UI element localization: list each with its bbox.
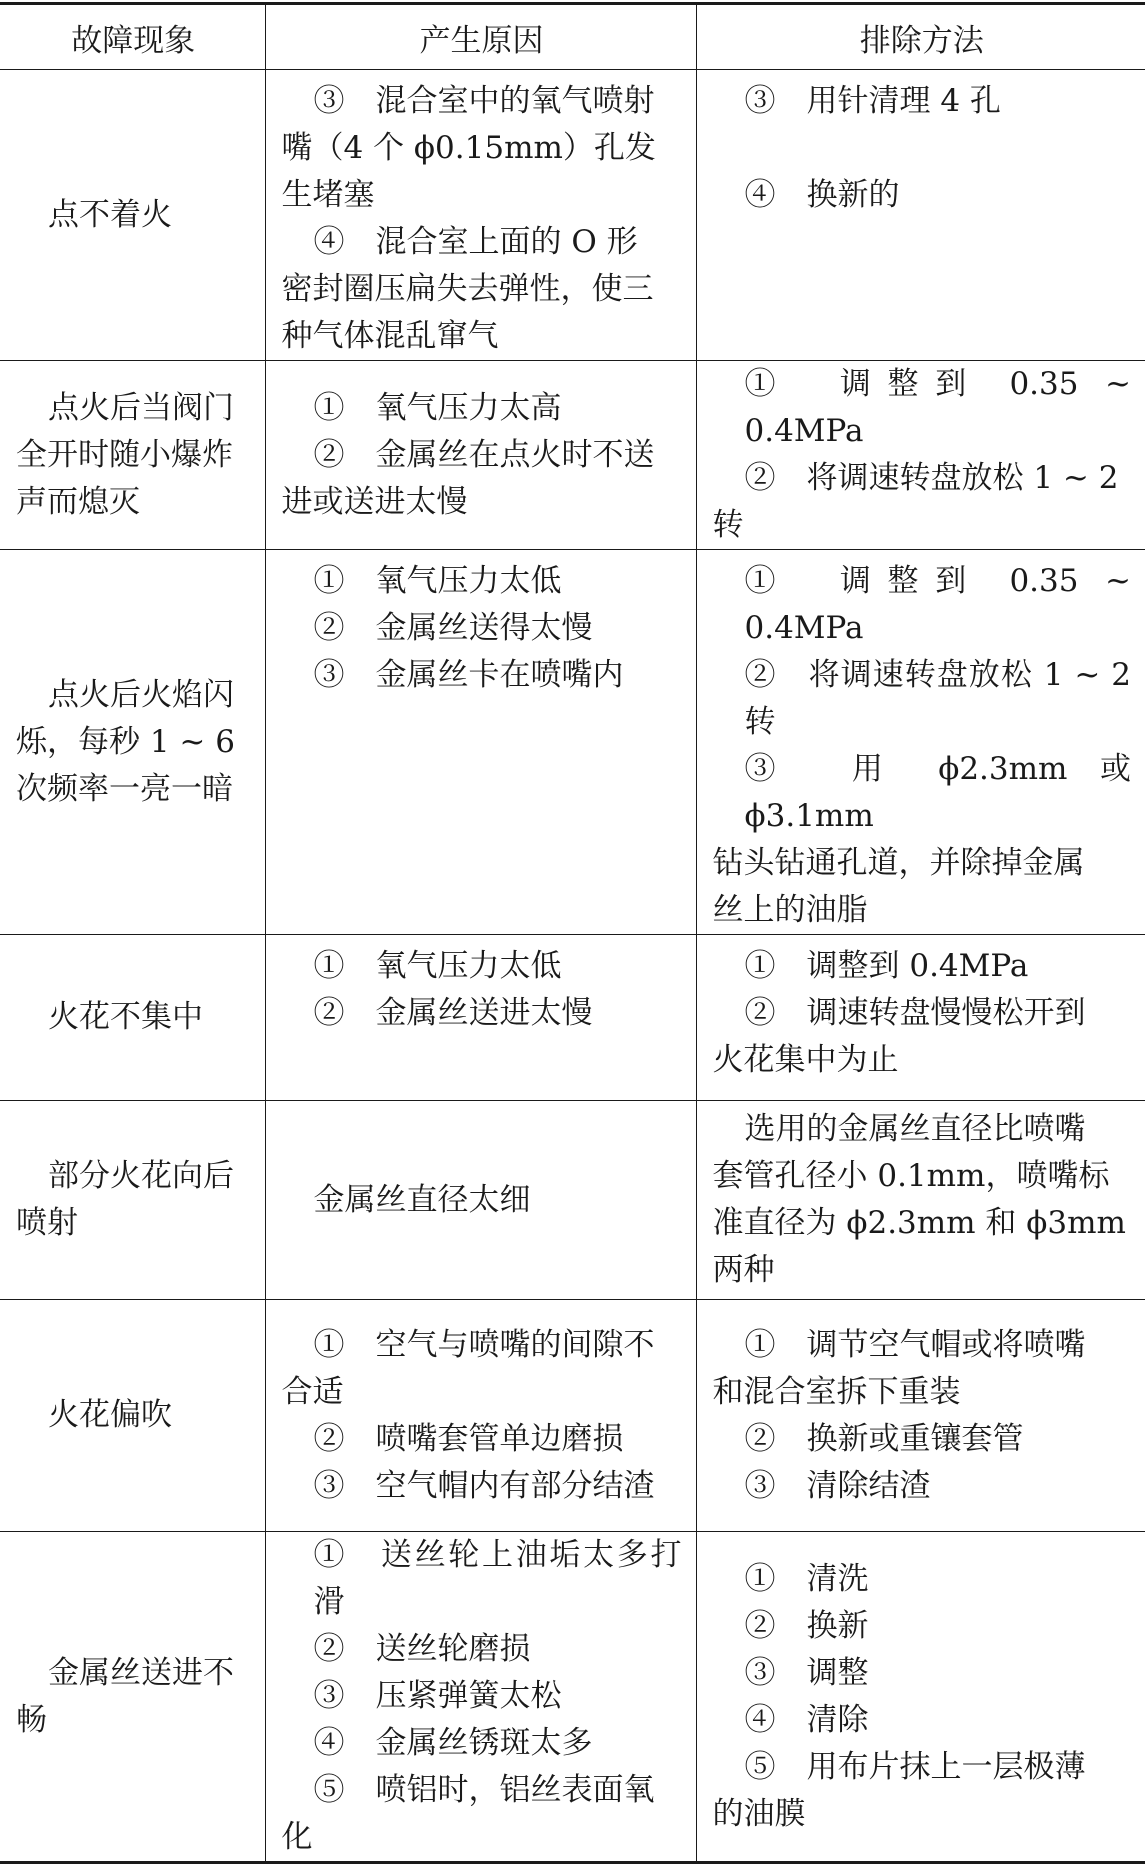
remedy-line: ③ 用 ϕ2.3mm 或 ϕ3.1mm (744, 751, 1131, 834)
remedy-line: 和混合室拆下重装 (712, 1373, 961, 1410)
remedy-line: 丝上的油脂 (712, 892, 868, 928)
remedy-line: ② 将调速转盘放松 1 ~ 2 转 (744, 657, 1131, 740)
cause-cell (265, 70, 696, 361)
remedy-cell (696, 70, 1145, 361)
remedy-line: ① 调整到 0.35 ~ 0.4MPa (744, 366, 1131, 449)
cause-line: ② 喷嘴套管单边磨损 (313, 1420, 624, 1457)
symptom-cell (0, 1532, 265, 1863)
symptom-line: 金属丝送进不 (48, 1654, 234, 1691)
cause-cell (265, 550, 696, 935)
cause-line: 生堵塞 (281, 177, 375, 213)
remedy-line: ④ 清除 (744, 1701, 869, 1738)
symptom-line: 烁，每秒 1 ~ 6 (16, 723, 235, 760)
remedy-line: ④ 换新的 (744, 177, 900, 213)
remedy-line: 套管孔径小 0.1mm，喷嘴标 (712, 1158, 1110, 1194)
remedy-line: ② 将调速转盘放松 1 ~ 2 (744, 460, 1119, 496)
table-row (0, 1101, 1145, 1300)
cause-line: ① 氧气压力太低 (313, 948, 562, 984)
cause-line: ① 送丝轮上油垢太多打滑 (313, 1537, 682, 1620)
symptom-line: 点火后当阀门 (48, 389, 234, 426)
remedy-line: 准直径为 ϕ2.3mm 和 ϕ3mm (712, 1205, 1126, 1241)
remedy-line: 两种 (712, 1252, 775, 1288)
cause-line: 合适 (281, 1373, 344, 1410)
cause-line: ② 送丝轮磨损 (313, 1631, 531, 1667)
remedy-line: ① 调整到 0.35 ~ 0.4MPa (744, 563, 1131, 646)
cause-cell (265, 1532, 696, 1863)
table-row (0, 550, 1145, 935)
cause-line: ③ 空气帽内有部分结渣 (313, 1467, 655, 1504)
symptom-line: 火花不集中 (48, 999, 203, 1035)
table-row (0, 1532, 1145, 1863)
cause-cell (265, 361, 696, 550)
table-row (0, 361, 1145, 550)
symptom-cell (0, 1300, 265, 1532)
symptom-cell (0, 935, 265, 1101)
remedy-line: ① 清洗 (744, 1560, 869, 1597)
header-cause: 产生原因 (265, 4, 696, 70)
remedy-line: ② 换新 (744, 1607, 869, 1644)
remedy-cell (696, 935, 1145, 1101)
remedy-line: 钻头钻通孔道，并除掉金属 (712, 845, 1085, 881)
remedy-line: 选用的金属丝直径比喷嘴 (744, 1111, 1086, 1147)
table-row (0, 1300, 1145, 1532)
cause-cell (265, 1300, 696, 1532)
remedy-line: ② 换新或重镶套管 (744, 1420, 1024, 1457)
cause-line: ④ 混合室上面的 O 形 (313, 224, 638, 260)
symptom-line: 畅 (16, 1701, 47, 1738)
remedy-cell (696, 1300, 1145, 1532)
header-symptom: 故障现象 (71, 22, 196, 59)
symptom-line: 声而熄灭 (16, 483, 140, 520)
cause-line: 化 (281, 1819, 313, 1855)
symptom-line: 部分火花向后 (48, 1158, 234, 1194)
cause-line: ⑤ 喷铝时，铝丝表面氧 (313, 1772, 655, 1808)
remedy-line: ① 调节空气帽或将喷嘴 (744, 1326, 1086, 1363)
cause-line: ③ 压紧弹簧太松 (313, 1678, 562, 1714)
symptom-cell (0, 550, 265, 935)
remedy-cell (696, 1532, 1145, 1863)
symptom-line: 喷射 (16, 1205, 78, 1241)
symptom-cell (0, 361, 265, 550)
cause-line: 种气体混乱窜气 (281, 318, 499, 354)
cause-line: 金属丝直径太细 (313, 1181, 531, 1218)
cause-line: ① 空气与喷嘴的间隙不 (313, 1326, 655, 1363)
remedy-line: ③ 清除结渣 (744, 1467, 931, 1504)
header-row (0, 4, 1145, 70)
remedy-line: ③ 用针清理 4 孔 (744, 83, 1001, 119)
remedy-line: ① 调整到 0.4MPa (744, 948, 1029, 984)
cause-line: ② 金属丝送得太慢 (313, 610, 593, 646)
cause-line: ② 金属丝送进太慢 (313, 995, 593, 1031)
symptom-line: 次频率一亮一暗 (16, 770, 233, 807)
remedy-line: ③ 调整 (744, 1654, 869, 1691)
cause-line: ② 金属丝在点火时不送 (313, 436, 655, 473)
remedy-line: ② 调速转盘慢慢松开到 (744, 995, 1086, 1031)
symptom-line: 火花偏吹 (48, 1397, 172, 1433)
symptom-line: 全开时随小爆炸 (16, 436, 233, 473)
remedy-cell (696, 550, 1145, 935)
cause-line: ④ 金属丝锈斑太多 (313, 1725, 593, 1761)
cause-line: ③ 金属丝卡在喷嘴内 (313, 657, 624, 693)
cause-line: 嘴（4 个 ϕ0.15mm）孔发 (281, 130, 656, 166)
remedy-line: 火花集中为止 (712, 1042, 899, 1078)
symptom-line: 点不着火 (48, 196, 172, 233)
cause-line: 密封圈压扁失去弹性，使三 (281, 271, 654, 307)
symptom-cell (0, 1101, 265, 1300)
header-remedy: 排除方法 (696, 4, 1145, 70)
remedy-cell (696, 1101, 1145, 1300)
cause-cell (265, 935, 696, 1101)
cause-line: ① 氧气压力太低 (313, 563, 562, 599)
fault-table (0, 2, 1145, 1864)
remedy-line: 转 (712, 507, 744, 543)
table-row (0, 70, 1145, 361)
remedy-cell (696, 361, 1145, 550)
cause-line: ① 氧气压力太高 (313, 389, 562, 426)
remedy-line: ⑤ 用布片抹上一层极薄 (744, 1748, 1086, 1785)
table-row (0, 935, 1145, 1101)
remedy-line: 的油膜 (712, 1795, 806, 1832)
symptom-cell (0, 70, 265, 361)
symptom-line: 点火后火焰闪 (48, 676, 234, 713)
cause-cell (265, 1101, 696, 1300)
cause-line: ③ 混合室中的氧气喷射 (313, 83, 655, 119)
cause-line: 进或送进太慢 (281, 483, 468, 520)
